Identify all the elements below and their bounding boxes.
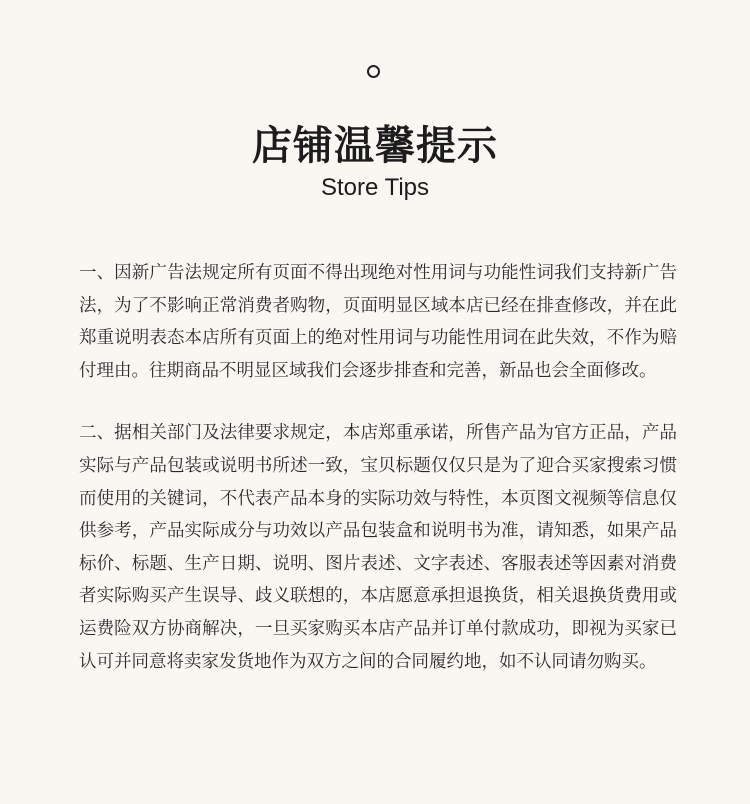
tip-paragraph-1: 一、因新广告法规定所有页面不得出现绝对性用词与功能性词我们支持新广告法，为了不影响正常消费者购物，页面明显区域本店已经在排查修改，并在此郑重说明表态本店所有页面上的绝对性用词与功能性用词在此失效，不作为赔付理由。往期商品不明显区域我们会逐步排查和完善，新品也会全面修改。 <box>79 263 677 381</box>
page-title: 店铺温馨提示 <box>252 123 498 169</box>
tips-content <box>79 257 677 678</box>
page-subtitle: Store Tips <box>320 174 430 201</box>
circle-icon <box>367 65 380 78</box>
tip-paragraph-2: 二、据相关部门及法律要求规定，本店郑重承诺，所售产品为官方正品，产品实际与产品包装或说明书所述一致，宝贝标题仅仅只是为了迎合买家搜索习惯而使用的关键词，不代表产品本身的实际功效与特性，本页图文视频等信息仅供参考，产品实际成分与功效以产品包装盒和说明书为准，请知悉，如果产品标价、标题、生产日期、说明、图片表述、文字表述、客服表述等因素对消费者实际购买产生误导、歧义联想的，本店愿意承担退换货，相关退换货费用或运费险双方协商解决，一旦买家购买本店产品并订单付款成功，即视为买家已认可并同意将卖家发货地作为双方之间的合同履约地，如不认同请勿购买。 <box>79 423 677 672</box>
